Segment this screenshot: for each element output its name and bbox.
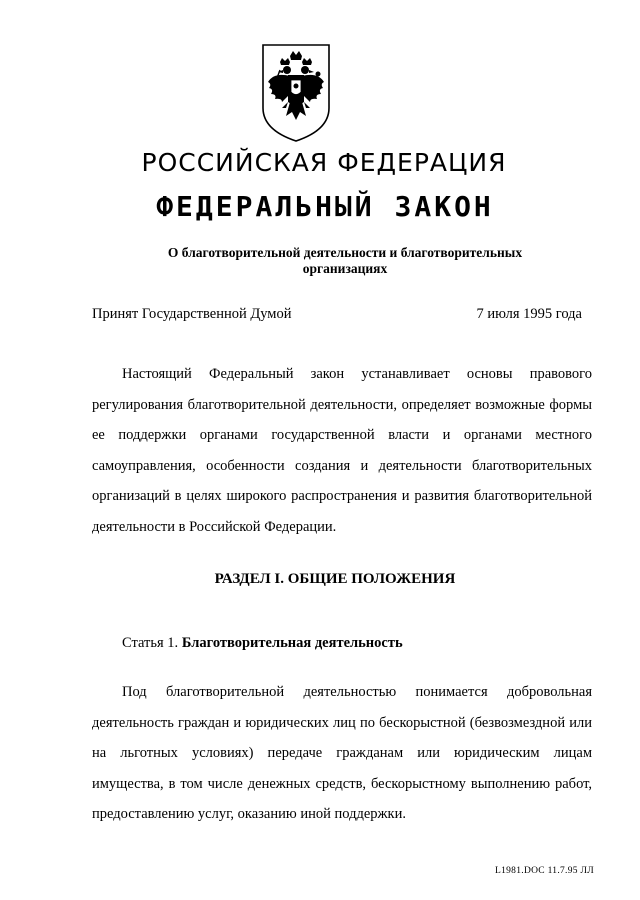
article-title: Благотворительная деятельность <box>181 635 403 651</box>
law-title: О благотворительной деятельности и благотворительных организациях <box>167 245 523 276</box>
section-heading: РАЗДЕЛ I. ОБЩИЕ ПОЛОЖЕНИЯ <box>214 571 456 587</box>
article-label: Статья 1. <box>122 635 179 651</box>
coat-of-arms-icon <box>260 42 332 144</box>
adoption-line <box>92 306 582 323</box>
adopted-by: Принят Государственной Думой <box>92 306 292 322</box>
law-type-heading: ФЕДЕРАЛЬНЫЙ ЗАКОН <box>156 190 494 223</box>
adoption-date: 7 июля 1995 года <box>476 306 582 322</box>
footer-doc-ref: L1981.DOC 11.7.95 ЛЛ <box>494 866 594 876</box>
article-paragraph: Под благотворительной деятельностью понимается добровольная деятельность граждан и юридических лиц по бескорыстной (безвозмездной или на льготных условиях) передаче гражданам или юридическим лицам имущества, в том числе денежных средств, бескорыстному выполнению работ, предоставлению услуг, оказанию иной поддержки. <box>92 684 592 822</box>
article-heading <box>122 635 403 652</box>
country-name: РОССИЙСКАЯ ФЕДЕРАЦИЯ <box>141 148 507 177</box>
preamble-paragraph: Настоящий Федеральный закон устанавливает основы правового регулирования благотворительной деятельности, определяет возможные формы ее поддержки органами государственной власти и органами местного самоуправления, особенности создания и деятельности благотворительных организаций в целях широкого распространения и развития благотворительной деятельности в Российской Федерации. <box>92 366 592 535</box>
